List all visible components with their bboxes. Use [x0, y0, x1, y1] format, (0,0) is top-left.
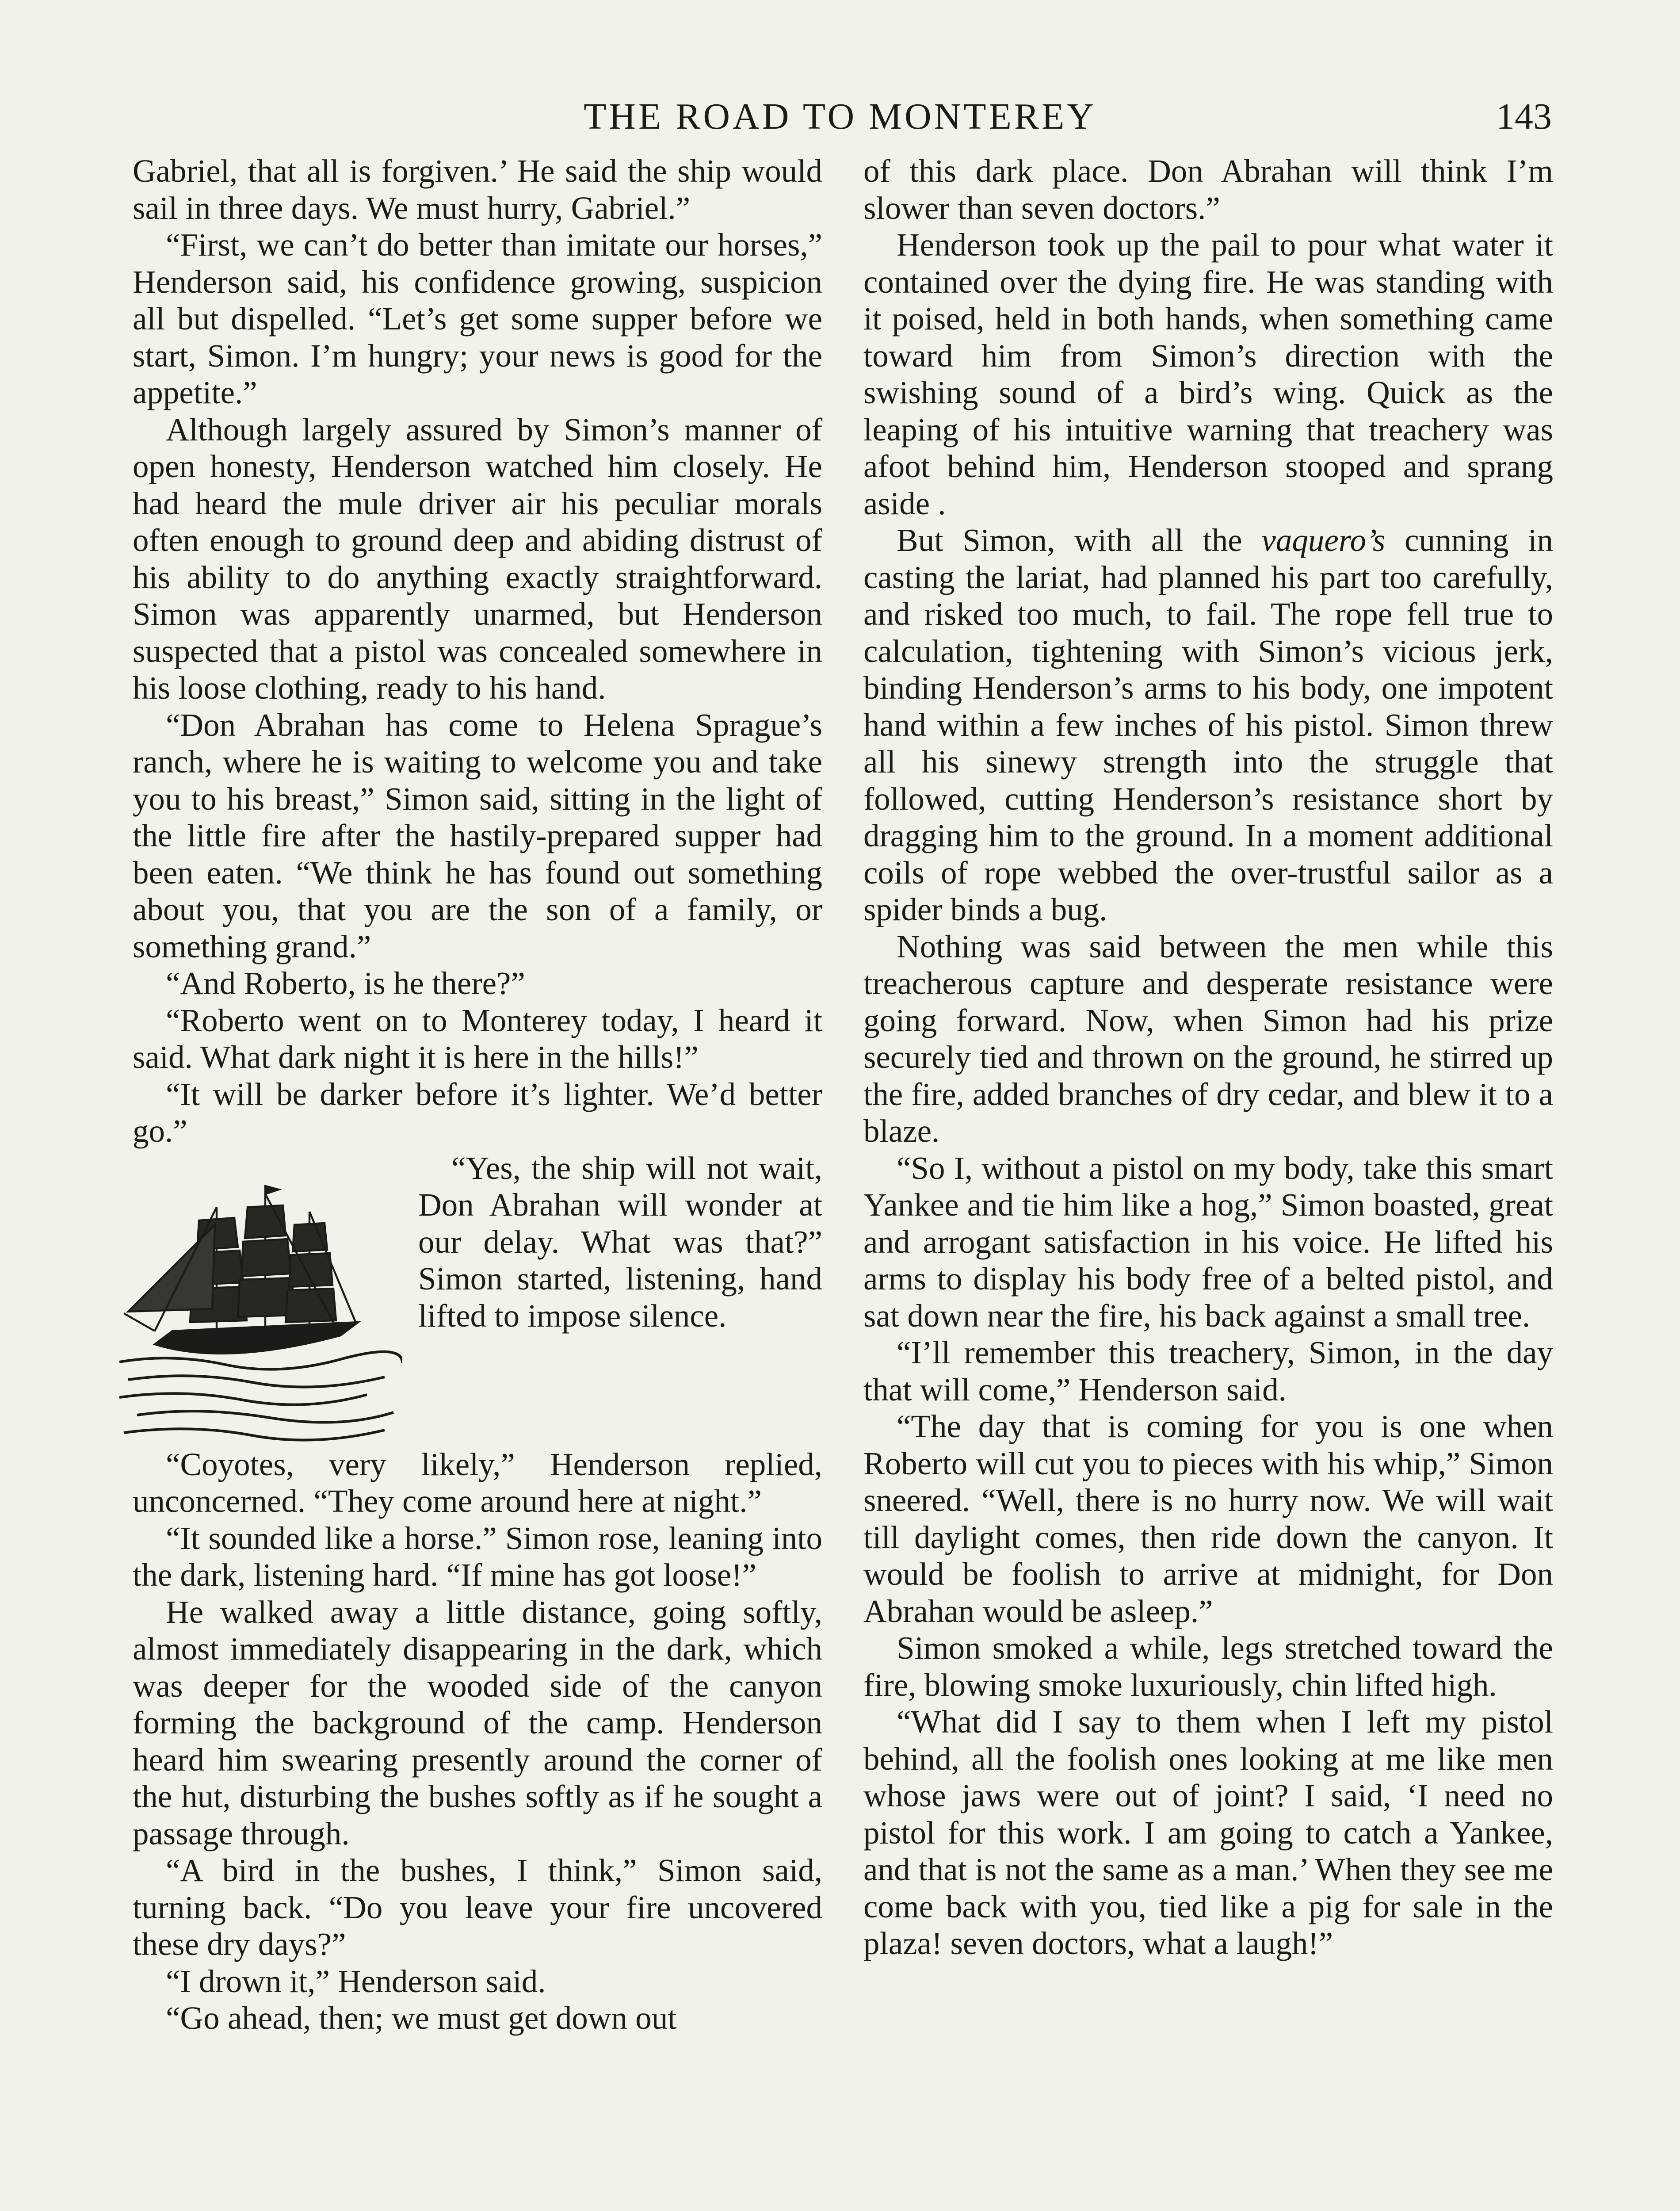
paragraph: “And Roberto, is he there?”	[166, 965, 525, 1001]
page-title: THE ROAD TO MONTEREY	[584, 96, 1096, 137]
paragraph-text: But Simon, with all the	[897, 522, 1262, 558]
paragraph: of this dark place. Don Abrahan will think I’m slower than seven doctors.”	[863, 153, 1553, 226]
paragraph: “Coyotes, very likely,” Henderson replied, unconcerned. “They come around here at night.”	[133, 1446, 822, 1519]
paragraph: He walked away a little distance, going softly, almost immediately disappearing in the dark, which was deeper for the wooded side of the canyon forming the background of the camp. Henderson heard him swearing presently around the corner of the hut, disturbing the bushes softly as if he sought a passage through.	[133, 1594, 822, 1851]
left-column	[133, 153, 822, 2037]
paragraph: Gabriel, that all is forgiven.’ He said the ship would sail in three days. We must hurry, Gabriel.”	[133, 153, 822, 226]
running-head	[128, 95, 1552, 144]
page-number: 143	[1496, 96, 1552, 137]
paragraph: Nothing was said between the men while this treacherous capture and desperate resistance were going forward. Now, when Simon had his prize securely tied and thrown on the ground, he stirred up the fire, added branches of dry cedar, and blew it to a blaze.	[863, 928, 1553, 1149]
paragraph: “First, we can’t do better than imitate our horses,” Henderson said, his confidence growing, suspicion all but dispelled. “Let’s get some supper before we start, Simon. I’m hungry; your news is good for the appetite.”	[133, 227, 822, 410]
illustrated-passage	[133, 1076, 822, 1446]
paragraph: “What did I say to them when I left my pistol behind, all the foolish ones looking at me like men whose jaws were out of joint? I said, ‘I need no pistol for this work. I am going to catch a Yankee, and that is not the same as a man.’ When they see me come back with you, tied like a pig for sale in the plaza! seven doctors, what a laugh!”	[863, 1704, 1553, 1961]
paragraph: “It sounded like a horse.” Simon rose, leaning into the dark, listening hard. “If mine has got loose!”	[133, 1520, 822, 1593]
paragraph: “Roberto went on to Monterey today, I heard it said. What dark night it is here in the hills!”	[133, 1002, 822, 1075]
paragraph: “I’ll remember this treachery, Simon, in the day that will come,” Henderson said.	[863, 1335, 1553, 1408]
paragraph: “It will be darker before it’s lighter. We’d better go.”	[133, 1076, 822, 1149]
paragraph	[863, 522, 1553, 928]
paragraph: Simon smoked a while, legs stretched toward the fire, blowing smoke luxuriously, chin lifted high.	[863, 1630, 1553, 1703]
paragraph: “A bird in the bushes, I think,” Simon said, turning back. “Do you leave your fire uncovered these dry days?”	[133, 1852, 822, 1962]
paragraph: “The day that is coming for you is one when Roberto will cut you to pieces with his whip,” Simon sneered. “Well, there is no hurry now. We will wait till daylight comes, then ride down the canyon. It would be foolish to arrive at midnight, for Don Abrahan would be asleep.”	[863, 1408, 1553, 1629]
paragraph: “I drown it,” Henderson said.	[166, 1963, 546, 1999]
paragraph: “Don Abrahan has come to Helena Sprague’s ranch, where he is waiting to welcome you and take you to his breast,” Simon said, sitting in the light of the little fire after the hastily-prepared supper had been eaten. “We think he has found out something about you, that you are the son of a family, or something grand.”	[133, 707, 822, 964]
right-column	[863, 153, 1553, 1962]
paragraph: “Yes, the ship will not wait, Don Abrahan will wonder at our delay. What was that?” Simon started, listening, hand lifted to impose silence.	[418, 1150, 822, 1334]
paragraph-text: cunning in casting the lariat, had planned his part too carefully, and risked too much, to fail. The rope fell true to calculation, tightening with Simon’s vicious jerk, binding Henderson’s arms to his body, one impotent hand within a few inches of his pistol. Simon threw all his sinewy strength into the struggle that followed, cutting Henderson’s resistance short by dragging him to the ground. In a moment additional coils of rope webbed the over-trustful sailor as a spider binds a bug.	[863, 522, 1553, 927]
sailing-ship-icon	[119, 1154, 402, 1446]
paragraph: Although largely assured by Simon’s manner of open honesty, Henderson watched him closely. He had heard the mule driver air his peculiar morals often enough to ground deep and abiding distrust of his ability to do anything exactly straightforward. Simon was apparently unarmed, but Henderson suspected that a pistol was concealed somewhere in his loose clothing, ready to his hand.	[133, 411, 822, 706]
italic-word: vaquero’s	[1261, 522, 1386, 558]
paragraph: Henderson took up the pail to pour what water it contained over the dying fire. He was standing with it poised, held in both hands, when something came toward him from Simon’s direction with the swishing sound of a bird’s wing. Quick as the leaping of his intuitive warning that treachery was afoot behind him, Henderson stooped and sprang aside .	[863, 227, 1553, 521]
paragraph: “So I, without a pistol on my body, take this smart Yankee and tie him like a hog,” Simon boasted, great and arrogant satisfaction in his voice. He lifted his arms to display his body free of a belted pistol, and sat down near the fire, his back against a small tree.	[863, 1150, 1553, 1334]
paragraph: “Go ahead, then; we must get down out	[166, 2000, 677, 2036]
